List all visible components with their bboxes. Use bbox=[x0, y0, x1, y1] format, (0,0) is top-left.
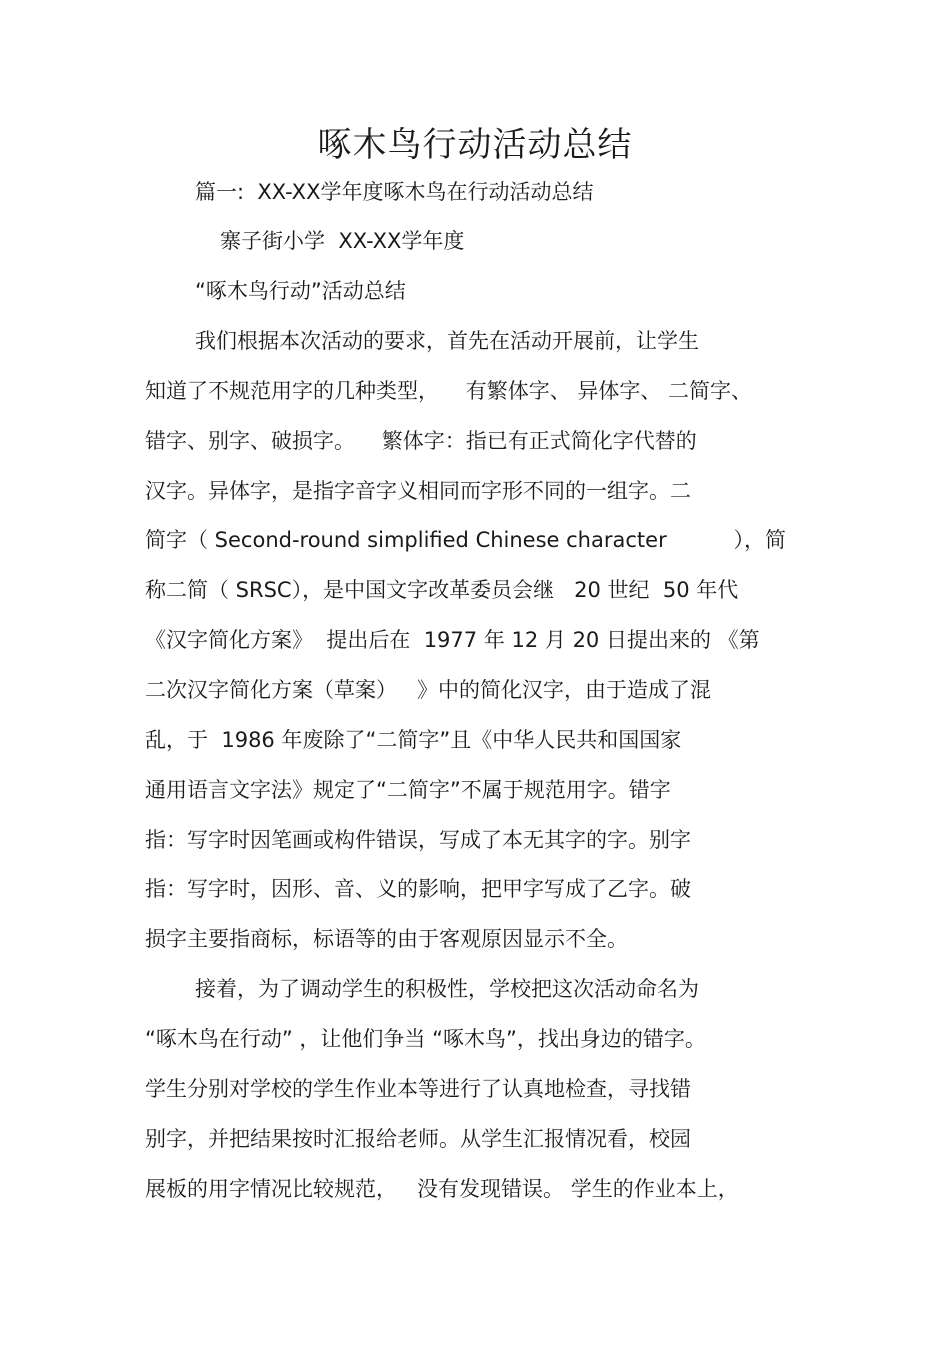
text-line: 称二简（ SRSC），是中国文字改革委员会继 20 世纪 50 年代 bbox=[145, 578, 739, 602]
text-line: 错字、别字、破损字。 繁体字：指已有正式简化字代替的 bbox=[145, 429, 697, 453]
text-line: 篇一: XX-XX学年度啄木鸟在行动活动总结 bbox=[195, 180, 594, 204]
text-line: 知道了不规范用字的几种类型， 有繁体字、 异体字、 二简字、 bbox=[145, 379, 753, 403]
text-line: “啄木鸟在行动” ，让他们争当 “啄木鸟”，找出身边的错字。 bbox=[145, 1027, 706, 1051]
text-line: 展板的用字情况比较规范， 没有发现错误。 学生的作业本上， bbox=[145, 1177, 739, 1201]
text-line: 乱，于 1986 年废除了“二简字”且《中华人民共和国国家 bbox=[145, 728, 682, 752]
text-line: 接着，为了调动学生的积极性，学校把这次活动命名为 bbox=[195, 977, 699, 1001]
text-line: 《汉字简化方案》 提出后在 1977 年 12 月 20 日提出来的 《第 bbox=[145, 628, 760, 652]
text-line: 寨子街小学 XX-XX学年度 bbox=[220, 229, 465, 253]
text-line: 汉字。异体字，是指字音字义相同而字形不同的一组字。二 bbox=[145, 479, 691, 503]
text-line: 通用语言文字法》规定了“二简字”不属于规范用字。错字 bbox=[145, 778, 671, 802]
text-line: 我们根据本次活动的要求，首先在活动开展前，让学生 bbox=[195, 329, 699, 353]
text-line: 损字主要指商标，标语等的由于客观原因显示不全。 bbox=[145, 927, 628, 951]
text-line: 指：写字时因笔画或构件错误，写成了本无其字的字。别字 bbox=[145, 828, 691, 852]
text-line: “啄木鸟行动”活动总结 bbox=[195, 279, 406, 303]
text-line: 简字（ Second-round simplified Chinese character ），简 bbox=[145, 528, 786, 552]
text-line: 二次汉字简化方案（草案） 》中的简化汉字，由于造成了混 bbox=[145, 678, 712, 702]
text-line: 学生分别对学校的学生作业本等进行了认真地检查，寻找错 bbox=[145, 1077, 691, 1101]
text-line: 指：写字时，因形、音、义的影响，把甲字写成了乙字。破 bbox=[145, 877, 691, 901]
text-line: 别字，并把结果按时汇报给老师。从学生汇报情况看，校园 bbox=[145, 1127, 691, 1151]
document-title: 啄木鸟行动活动总结 bbox=[317, 125, 633, 165]
